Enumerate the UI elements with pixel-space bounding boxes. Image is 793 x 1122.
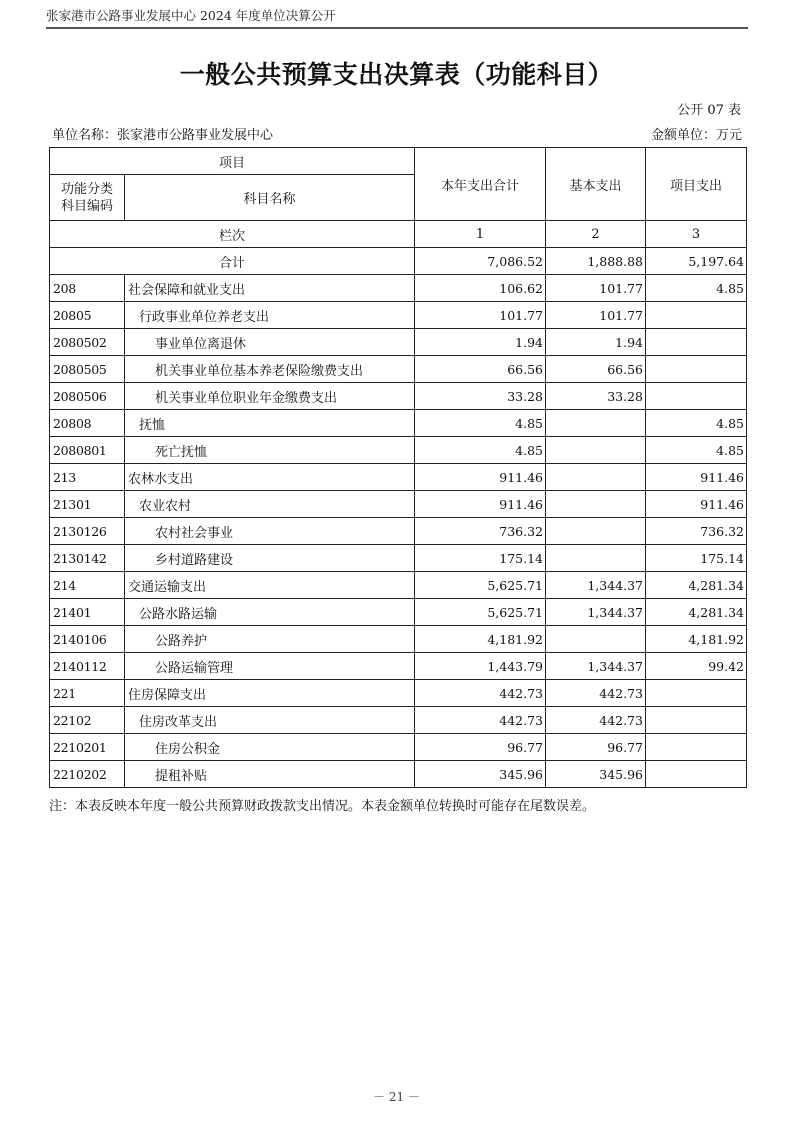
expenditure-table	[49, 147, 747, 788]
header-name: 科目名称	[125, 175, 415, 221]
row-basic	[546, 464, 646, 491]
row-basic: 96.77	[546, 734, 646, 761]
row-name: 提租补贴	[125, 761, 415, 788]
row-project: 4,281.34	[646, 572, 747, 599]
row-name: 农林水支出	[125, 464, 415, 491]
row-project	[646, 383, 747, 410]
row-project	[646, 356, 747, 383]
row-code: 2140112	[50, 653, 125, 680]
table-row	[50, 626, 747, 653]
table-row	[50, 437, 747, 464]
table-row	[50, 383, 747, 410]
row-basic	[546, 626, 646, 653]
row-basic: 345.96	[546, 761, 646, 788]
table-row	[50, 356, 747, 383]
header-code-line2: 科目编码	[60, 198, 113, 214]
total-basic: 1,888.88	[546, 248, 646, 275]
header-basic: 基本支出	[546, 148, 646, 221]
row-code: 20805	[50, 302, 125, 329]
row-total: 101.77	[415, 302, 546, 329]
row-name: 农业农村	[125, 491, 415, 518]
page-title: 一般公共预算支出决算表（功能科目）	[179, 60, 614, 89]
row-basic: 442.73	[546, 707, 646, 734]
row-basic: 1.94	[546, 329, 646, 356]
row-total: 5,625.71	[415, 599, 546, 626]
row-total: 4,181.92	[415, 626, 546, 653]
row-basic: 101.77	[546, 275, 646, 302]
row-name: 机关事业单位职业年金缴费支出	[125, 383, 415, 410]
row-basic: 1,344.37	[546, 572, 646, 599]
row-name: 住房公积金	[125, 734, 415, 761]
row-name: 事业单位离退休	[125, 329, 415, 356]
table-row	[50, 545, 747, 572]
table-row	[50, 491, 747, 518]
row-name: 行政事业单位养老支出	[125, 302, 415, 329]
table-row	[50, 302, 747, 329]
row-project: 4,281.34	[646, 599, 747, 626]
row-total: 5,625.71	[415, 572, 546, 599]
row-project: 4,181.92	[646, 626, 747, 653]
table-row	[50, 599, 747, 626]
total-row	[50, 248, 747, 275]
header-project: 项目	[50, 148, 415, 175]
index-label: 栏次	[50, 221, 415, 248]
row-project: 99.42	[646, 653, 747, 680]
row-name: 机关事业单位基本养老保险缴费支出	[125, 356, 415, 383]
row-basic: 101.77	[546, 302, 646, 329]
total-amount: 7,086.52	[415, 248, 546, 275]
row-name: 社会保障和就业支出	[125, 275, 415, 302]
index-c1: 1	[415, 221, 546, 248]
row-name: 公路运输管理	[125, 653, 415, 680]
row-project: 911.46	[646, 464, 747, 491]
header-total: 本年支出合计	[415, 148, 546, 221]
row-total: 4.85	[415, 410, 546, 437]
table-row	[50, 275, 747, 302]
row-project	[646, 707, 747, 734]
row-project	[646, 680, 747, 707]
row-project: 736.32	[646, 518, 747, 545]
row-code: 20808	[50, 410, 125, 437]
table-row	[50, 707, 747, 734]
row-code: 21401	[50, 599, 125, 626]
row-total: 442.73	[415, 680, 546, 707]
row-code: 2210201	[50, 734, 125, 761]
row-basic: 66.56	[546, 356, 646, 383]
row-name: 公路养护	[125, 626, 415, 653]
page-header: 张家港市公路事业发展中心 2024 年度单位决算公开	[46, 6, 748, 29]
row-basic	[546, 437, 646, 464]
table-row	[50, 761, 747, 788]
row-code: 21301	[50, 491, 125, 518]
row-total: 1.94	[415, 329, 546, 356]
unit-info-row	[52, 124, 742, 143]
row-name: 抚恤	[125, 410, 415, 437]
row-code: 208	[50, 275, 125, 302]
row-project	[646, 734, 747, 761]
row-total: 66.56	[415, 356, 546, 383]
row-code: 2080505	[50, 356, 125, 383]
row-code: 221	[50, 680, 125, 707]
table-row	[50, 680, 747, 707]
row-total: 4.85	[415, 437, 546, 464]
row-name: 农村社会事业	[125, 518, 415, 545]
unit-name-label: 单位名称：张家港市公路事业发展中心	[52, 128, 274, 143]
row-project	[646, 761, 747, 788]
row-project: 4.85	[646, 437, 747, 464]
table-row	[50, 653, 747, 680]
table-row	[50, 734, 747, 761]
row-total: 911.46	[415, 491, 546, 518]
row-project: 911.46	[646, 491, 747, 518]
row-project: 4.85	[646, 410, 747, 437]
row-code: 2210202	[50, 761, 125, 788]
row-project	[646, 302, 747, 329]
row-total: 96.77	[415, 734, 546, 761]
row-basic	[546, 410, 646, 437]
header-code-line1: 功能分类	[60, 181, 113, 197]
row-code: 213	[50, 464, 125, 491]
table-row	[50, 329, 747, 356]
row-basic: 442.73	[546, 680, 646, 707]
row-total: 106.62	[415, 275, 546, 302]
table-note: 注：本表反映本年度一般公共预算财政拨款支出情况。本表金额单位转换时可能存在尾数误差。	[49, 799, 596, 814]
table-row	[50, 410, 747, 437]
row-name: 死亡抚恤	[125, 437, 415, 464]
row-basic	[546, 491, 646, 518]
table-row	[50, 464, 747, 491]
row-name: 住房保障支出	[125, 680, 415, 707]
row-total: 345.96	[415, 761, 546, 788]
header-row-1	[50, 148, 747, 175]
row-name: 住房改革支出	[125, 707, 415, 734]
page-number: － 21 －	[373, 1090, 420, 1104]
row-code: 2080502	[50, 329, 125, 356]
row-basic: 1,344.37	[546, 653, 646, 680]
row-project: 175.14	[646, 545, 747, 572]
row-basic: 1,344.37	[546, 599, 646, 626]
table-row	[50, 518, 747, 545]
table-row	[50, 572, 747, 599]
header-code	[50, 175, 125, 221]
amount-unit-label: 金额单位：万元	[650, 128, 742, 143]
row-code: 2080801	[50, 437, 125, 464]
total-label: 合计	[50, 248, 415, 275]
row-code: 2130142	[50, 545, 125, 572]
row-code: 214	[50, 572, 125, 599]
header-project-expense: 项目支出	[646, 148, 747, 221]
row-total: 911.46	[415, 464, 546, 491]
row-basic: 33.28	[546, 383, 646, 410]
row-total: 1,443.79	[415, 653, 546, 680]
row-name: 公路水路运输	[125, 599, 415, 626]
row-name: 交通运输支出	[125, 572, 415, 599]
row-code: 2130126	[50, 518, 125, 545]
index-c2: 2	[546, 221, 646, 248]
row-code: 22102	[50, 707, 125, 734]
row-total: 736.32	[415, 518, 546, 545]
index-row	[50, 221, 747, 248]
row-basic	[546, 545, 646, 572]
row-total: 175.14	[415, 545, 546, 572]
total-project: 5,197.64	[646, 248, 747, 275]
index-c3: 3	[646, 221, 747, 248]
row-code: 2080506	[50, 383, 125, 410]
row-project	[646, 329, 747, 356]
row-code: 2140106	[50, 626, 125, 653]
row-name: 乡村道路建设	[125, 545, 415, 572]
row-total: 442.73	[415, 707, 546, 734]
row-total: 33.28	[415, 383, 546, 410]
table-code: 公开 07 表	[677, 103, 741, 118]
row-project: 4.85	[646, 275, 747, 302]
row-basic	[546, 518, 646, 545]
